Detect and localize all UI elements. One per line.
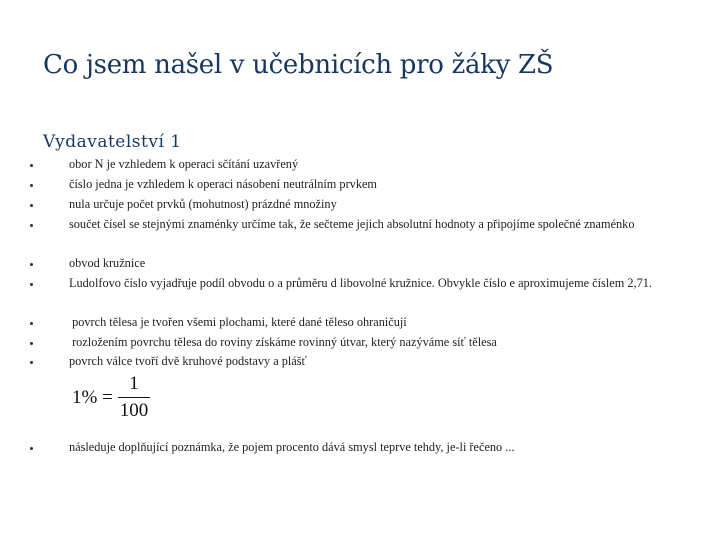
bullet-dot (30, 342, 33, 345)
bullet-dot (30, 184, 33, 187)
bullet-dot (30, 447, 33, 450)
formula-denominator: 100 (119, 400, 149, 421)
bullet-text: číslo jedna je vzhledem k operaci násobení neutrálním prvkem (69, 177, 377, 191)
bullet-text: Ludolfovo číslo vyjadřuje podíl obvodu o a průměru d libovolné kružnice. Obvykle číslo e aproximujeme číslem 2,71. (69, 276, 652, 290)
bullet-dot (30, 283, 33, 286)
formula-numerator: 1 (129, 373, 139, 394)
bullet-text: povrch tělesa je tvořen všemi plochami, které dané těleso ohraničují (69, 315, 407, 329)
bullet-dot (30, 263, 33, 266)
bullet-dot (30, 322, 33, 325)
slide-subtitle: Vydavatelství 1 (43, 132, 182, 152)
formula-fraction (118, 372, 150, 422)
bullet-text: následuje doplňující poznámka, že pojem procento dává smysl teprve tehdy, je-li řečeno ... (69, 440, 515, 454)
slide-title: Co jsem našel v učebnicích pro žáky ZŠ (43, 50, 554, 80)
bullet-dot (30, 204, 33, 207)
bullet-text: povrch válce tvoří dvě kruhové podstavy a plášť (69, 354, 307, 368)
bullet-text: nula určuje počet prvků (mohutnost) prázdné množiny (69, 197, 337, 211)
bullet-text: obvod kružnice (69, 256, 146, 270)
bullet-text: rozložením povrchu tělesa do roviny získáme rovinný útvar, který nazýváme síť tělesa (69, 335, 497, 349)
fraction-bar (118, 397, 150, 398)
formula-lhs: 1% = (72, 387, 113, 408)
bullet-dot (30, 164, 33, 167)
bullet-text: součet čísel se stejnými znaménky určíme tak, že sečteme jejich absolutní hodnoty a připojíme společné znaménko (69, 217, 635, 231)
bullet-dot (30, 361, 33, 364)
bullet-dot (30, 224, 33, 227)
bullet-text: obor N je vzhledem k operaci sčítání uzavřený (69, 157, 299, 171)
